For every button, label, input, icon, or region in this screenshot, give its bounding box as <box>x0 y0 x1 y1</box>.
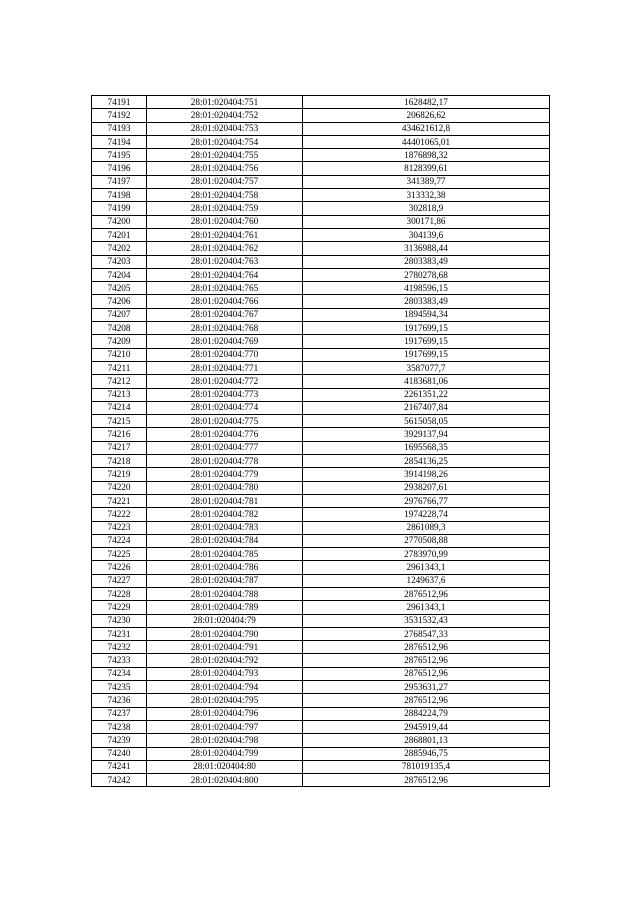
value-cell: 8128399,61 <box>303 162 550 175</box>
value-cell: 1917699,15 <box>303 322 550 335</box>
row-number-cell: 74204 <box>92 268 147 281</box>
row-number-cell: 74216 <box>92 428 147 441</box>
table-row <box>92 175 550 188</box>
value-cell: 341389,77 <box>303 175 550 188</box>
cadastral-number-cell: 28:01:020404:772 <box>147 375 303 388</box>
cadastral-number-cell: 28:01:020404:758 <box>147 189 303 202</box>
table-row <box>92 601 550 614</box>
row-number-cell: 74199 <box>92 202 147 215</box>
value-cell: 2770508,88 <box>303 534 550 547</box>
value-cell: 1695568,35 <box>303 441 550 454</box>
registry-table <box>91 95 550 787</box>
row-number-cell: 74203 <box>92 255 147 268</box>
row-number-cell: 74201 <box>92 228 147 241</box>
cadastral-number-cell: 28:01:020404:766 <box>147 295 303 308</box>
table-row <box>92 641 550 654</box>
cadastral-number-cell: 28:01:020404:773 <box>147 388 303 401</box>
row-number-cell: 74234 <box>92 667 147 680</box>
cadastral-number-cell: 28:01:020404:778 <box>147 455 303 468</box>
row-number-cell: 74202 <box>92 242 147 255</box>
cadastral-number-cell: 28:01:020404:760 <box>147 215 303 228</box>
cadastral-number-cell: 28:01:020404:768 <box>147 322 303 335</box>
table-row <box>92 760 550 773</box>
cadastral-number-cell: 28:01:020404:788 <box>147 587 303 600</box>
value-cell: 2783970,99 <box>303 548 550 561</box>
table-row <box>92 494 550 507</box>
cadastral-number-cell: 28:01:020404:754 <box>147 135 303 148</box>
cadastral-number-cell: 28:01:020404:765 <box>147 282 303 295</box>
value-cell: 2876512,96 <box>303 774 550 787</box>
cadastral-number-cell: 28:01:020404:780 <box>147 481 303 494</box>
value-cell: 2961343,1 <box>303 601 550 614</box>
cadastral-number-cell: 28:01:020404:796 <box>147 707 303 720</box>
row-number-cell: 74208 <box>92 322 147 335</box>
cadastral-number-cell: 28:01:020404:785 <box>147 548 303 561</box>
cadastral-number-cell: 28:01:020404:771 <box>147 361 303 374</box>
cadastral-number-cell: 28:01:020404:762 <box>147 242 303 255</box>
registry-table-body <box>92 96 550 787</box>
cadastral-number-cell: 28:01:020404:787 <box>147 574 303 587</box>
table-row <box>92 481 550 494</box>
table-row <box>92 548 550 561</box>
cadastral-number-cell: 28:01:020404:80 <box>147 760 303 773</box>
value-cell: 302818,9 <box>303 202 550 215</box>
table-row <box>92 428 550 441</box>
table-row <box>92 308 550 321</box>
table-row <box>92 348 550 361</box>
row-number-cell: 74232 <box>92 641 147 654</box>
value-cell: 2854136,25 <box>303 455 550 468</box>
table-row <box>92 295 550 308</box>
table-row <box>92 534 550 547</box>
row-number-cell: 74220 <box>92 481 147 494</box>
value-cell: 1876898,32 <box>303 149 550 162</box>
row-number-cell: 74196 <box>92 162 147 175</box>
table-row <box>92 415 550 428</box>
value-cell: 3929137,94 <box>303 428 550 441</box>
value-cell: 2876512,96 <box>303 641 550 654</box>
cadastral-number-cell: 28:01:020404:800 <box>147 774 303 787</box>
cadastral-number-cell: 28:01:020404:776 <box>147 428 303 441</box>
value-cell: 300171,86 <box>303 215 550 228</box>
cadastral-number-cell: 28:01:020404:756 <box>147 162 303 175</box>
cadastral-number-cell: 28:01:020404:764 <box>147 268 303 281</box>
value-cell: 2780278,68 <box>303 268 550 281</box>
value-cell: 3531532,43 <box>303 614 550 627</box>
row-number-cell: 74241 <box>92 760 147 773</box>
value-cell: 1917699,15 <box>303 348 550 361</box>
value-cell: 2868801,13 <box>303 734 550 747</box>
table-row <box>92 335 550 348</box>
table-row <box>92 268 550 281</box>
row-number-cell: 74223 <box>92 521 147 534</box>
cadastral-number-cell: 28:01:020404:769 <box>147 335 303 348</box>
cadastral-number-cell: 28:01:020404:793 <box>147 667 303 680</box>
table-row <box>92 189 550 202</box>
table-row <box>92 96 550 109</box>
cadastral-number-cell: 28:01:020404:781 <box>147 494 303 507</box>
cadastral-number-cell: 28:01:020404:774 <box>147 401 303 414</box>
row-number-cell: 74191 <box>92 96 147 109</box>
row-number-cell: 74205 <box>92 282 147 295</box>
table-row <box>92 774 550 787</box>
row-number-cell: 74211 <box>92 361 147 374</box>
row-number-cell: 74239 <box>92 734 147 747</box>
row-number-cell: 74195 <box>92 149 147 162</box>
row-number-cell: 74197 <box>92 175 147 188</box>
table-row <box>92 654 550 667</box>
cadastral-number-cell: 28:01:020404:798 <box>147 734 303 747</box>
table-row <box>92 228 550 241</box>
table-row <box>92 521 550 534</box>
cadastral-number-cell: 28:01:020404:779 <box>147 468 303 481</box>
table-row <box>92 282 550 295</box>
cadastral-number-cell: 28:01:020404:777 <box>147 441 303 454</box>
cadastral-number-cell: 28:01:020404:79 <box>147 614 303 627</box>
table-row <box>92 122 550 135</box>
value-cell: 1628482,17 <box>303 96 550 109</box>
row-number-cell: 74210 <box>92 348 147 361</box>
cadastral-number-cell: 28:01:020404:770 <box>147 348 303 361</box>
value-cell: 1249637,6 <box>303 574 550 587</box>
value-cell: 2885946,75 <box>303 747 550 760</box>
value-cell: 1894594,34 <box>303 308 550 321</box>
cadastral-number-cell: 28:01:020404:757 <box>147 175 303 188</box>
value-cell: 2803383,49 <box>303 255 550 268</box>
row-number-cell: 74194 <box>92 135 147 148</box>
cadastral-number-cell: 28:01:020404:761 <box>147 228 303 241</box>
table-row <box>92 242 550 255</box>
row-number-cell: 74233 <box>92 654 147 667</box>
table-row <box>92 614 550 627</box>
value-cell: 2861089,3 <box>303 521 550 534</box>
table-row <box>92 707 550 720</box>
table-row <box>92 747 550 760</box>
value-cell: 2876512,96 <box>303 667 550 680</box>
cadastral-number-cell: 28:01:020404:775 <box>147 415 303 428</box>
row-number-cell: 74235 <box>92 681 147 694</box>
table-row <box>92 694 550 707</box>
cadastral-number-cell: 28:01:020404:786 <box>147 561 303 574</box>
table-row <box>92 574 550 587</box>
table-row <box>92 401 550 414</box>
value-cell: 2768547,33 <box>303 627 550 640</box>
row-number-cell: 74236 <box>92 694 147 707</box>
table-row <box>92 667 550 680</box>
value-cell: 2876512,96 <box>303 587 550 600</box>
value-cell: 4183681,06 <box>303 375 550 388</box>
value-cell: 2803383,49 <box>303 295 550 308</box>
row-number-cell: 74213 <box>92 388 147 401</box>
value-cell: 434621612,8 <box>303 122 550 135</box>
value-cell: 2961343,1 <box>303 561 550 574</box>
table-row <box>92 361 550 374</box>
row-number-cell: 74207 <box>92 308 147 321</box>
table-row <box>92 322 550 335</box>
row-number-cell: 74193 <box>92 122 147 135</box>
table-row <box>92 508 550 521</box>
table-row <box>92 587 550 600</box>
value-cell: 3587077,7 <box>303 361 550 374</box>
table-row <box>92 255 550 268</box>
table-row <box>92 720 550 733</box>
value-cell: 2876512,96 <box>303 694 550 707</box>
cadastral-number-cell: 28:01:020404:794 <box>147 681 303 694</box>
table-row <box>92 202 550 215</box>
row-number-cell: 74240 <box>92 747 147 760</box>
row-number-cell: 74242 <box>92 774 147 787</box>
row-number-cell: 74217 <box>92 441 147 454</box>
cadastral-number-cell: 28:01:020404:799 <box>147 747 303 760</box>
row-number-cell: 74200 <box>92 215 147 228</box>
cadastral-number-cell: 28:01:020404:790 <box>147 627 303 640</box>
row-number-cell: 74222 <box>92 508 147 521</box>
cadastral-number-cell: 28:01:020404:752 <box>147 109 303 122</box>
row-number-cell: 74192 <box>92 109 147 122</box>
cadastral-number-cell: 28:01:020404:767 <box>147 308 303 321</box>
cadastral-number-cell: 28:01:020404:792 <box>147 654 303 667</box>
cadastral-number-cell: 28:01:020404:783 <box>147 521 303 534</box>
value-cell: 2884224,79 <box>303 707 550 720</box>
table-row <box>92 627 550 640</box>
value-cell: 2976766,77 <box>303 494 550 507</box>
row-number-cell: 74206 <box>92 295 147 308</box>
value-cell: 1974228,74 <box>303 508 550 521</box>
value-cell: 313332,38 <box>303 189 550 202</box>
row-number-cell: 74221 <box>92 494 147 507</box>
value-cell: 206826,62 <box>303 109 550 122</box>
value-cell: 2261351,22 <box>303 388 550 401</box>
row-number-cell: 74238 <box>92 720 147 733</box>
table-row <box>92 162 550 175</box>
row-number-cell: 74215 <box>92 415 147 428</box>
cadastral-number-cell: 28:01:020404:782 <box>147 508 303 521</box>
row-number-cell: 74231 <box>92 627 147 640</box>
table-row <box>92 734 550 747</box>
cadastral-number-cell: 28:01:020404:789 <box>147 601 303 614</box>
value-cell: 44401065,01 <box>303 135 550 148</box>
table-row <box>92 455 550 468</box>
cadastral-number-cell: 28:01:020404:795 <box>147 694 303 707</box>
row-number-cell: 74228 <box>92 587 147 600</box>
cadastral-number-cell: 28:01:020404:755 <box>147 149 303 162</box>
row-number-cell: 74229 <box>92 601 147 614</box>
row-number-cell: 74212 <box>92 375 147 388</box>
value-cell: 3136988,44 <box>303 242 550 255</box>
table-row <box>92 388 550 401</box>
value-cell: 781019135,4 <box>303 760 550 773</box>
row-number-cell: 74218 <box>92 455 147 468</box>
table-row <box>92 375 550 388</box>
cadastral-number-cell: 28:01:020404:797 <box>147 720 303 733</box>
table-row <box>92 215 550 228</box>
value-cell: 1917699,15 <box>303 335 550 348</box>
row-number-cell: 74230 <box>92 614 147 627</box>
value-cell: 2945919,44 <box>303 720 550 733</box>
value-cell: 2953631,27 <box>303 681 550 694</box>
value-cell: 2876512,96 <box>303 654 550 667</box>
value-cell: 3914198,26 <box>303 468 550 481</box>
row-number-cell: 74226 <box>92 561 147 574</box>
cadastral-number-cell: 28:01:020404:763 <box>147 255 303 268</box>
row-number-cell: 74198 <box>92 189 147 202</box>
value-cell: 304139,6 <box>303 228 550 241</box>
table-row <box>92 149 550 162</box>
table-row <box>92 681 550 694</box>
value-cell: 4198596,15 <box>303 282 550 295</box>
cadastral-number-cell: 28:01:020404:791 <box>147 641 303 654</box>
cadastral-number-cell: 28:01:020404:759 <box>147 202 303 215</box>
value-cell: 2167407,84 <box>303 401 550 414</box>
table-row <box>92 561 550 574</box>
table-row <box>92 441 550 454</box>
cadastral-number-cell: 28:01:020404:751 <box>147 96 303 109</box>
row-number-cell: 74237 <box>92 707 147 720</box>
table-row <box>92 109 550 122</box>
row-number-cell: 74227 <box>92 574 147 587</box>
row-number-cell: 74209 <box>92 335 147 348</box>
row-number-cell: 74224 <box>92 534 147 547</box>
row-number-cell: 74214 <box>92 401 147 414</box>
value-cell: 2938207,61 <box>303 481 550 494</box>
value-cell: 5615058,05 <box>303 415 550 428</box>
row-number-cell: 74225 <box>92 548 147 561</box>
row-number-cell: 74219 <box>92 468 147 481</box>
cadastral-number-cell: 28:01:020404:784 <box>147 534 303 547</box>
table-row <box>92 135 550 148</box>
cadastral-number-cell: 28:01:020404:753 <box>147 122 303 135</box>
table-row <box>92 468 550 481</box>
